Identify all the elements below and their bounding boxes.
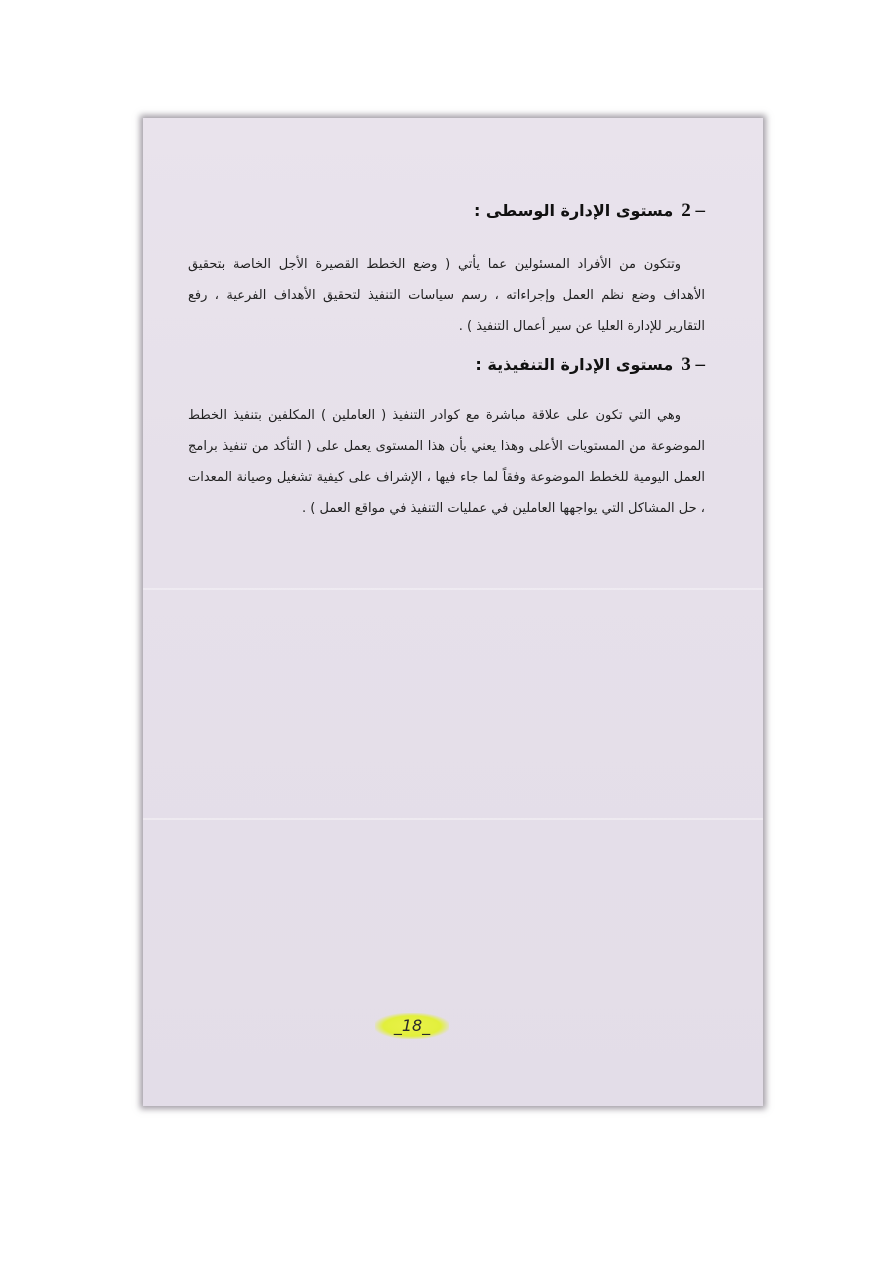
section-number: 2 – [681,200,705,221]
paper-crease [143,588,763,590]
section-paragraph-executive-management: وهي التي تكون على علاقة مباشرة مع كوادر التنفيذ ( العاملين ) المكلفين بتنفيذ الخطط الموضوعة من المستويات الأعلى وهذا يعني بأن هذا المستوى يعمل على ( التأكد من تنفيذ برامج العمل اليومية للخطط الموضوعة وفقاً لما جاء فيها ، الإشراف على كيفية تشغيل وصيانة المعدات ، حل المشاكل التي يواجهها العاملين في عمليات التنفيذ في مواقع العمل ) . [188,408,705,516]
section-title: مستوى الإدارة التنفيذية : [475,355,674,374]
section-paragraph-middle-management: وتتكون من الأفراد المسئولين عما يأتي ( وضع الخطط القصيرة الأجل الخاصة بتحقيق الأهداف وضع نظم العمل وإجراءاته ، رسم سياسات التنفيذ لتحقيق الأهداف الفرعية ، رفع التقارير للإدارة العليا عن سير أعمال التنفيذ ) . [188,257,705,334]
paper-crease [143,818,763,820]
document-page [143,118,763,1106]
document-body [188,188,705,524]
section-heading-executive-management [188,350,705,380]
section-number: 3 – [681,354,705,375]
section-title: مستوى الإدارة الوسطى : [473,201,674,220]
page-number-highlighted: _18_ [375,1013,449,1039]
section-heading-middle-management [188,196,705,226]
